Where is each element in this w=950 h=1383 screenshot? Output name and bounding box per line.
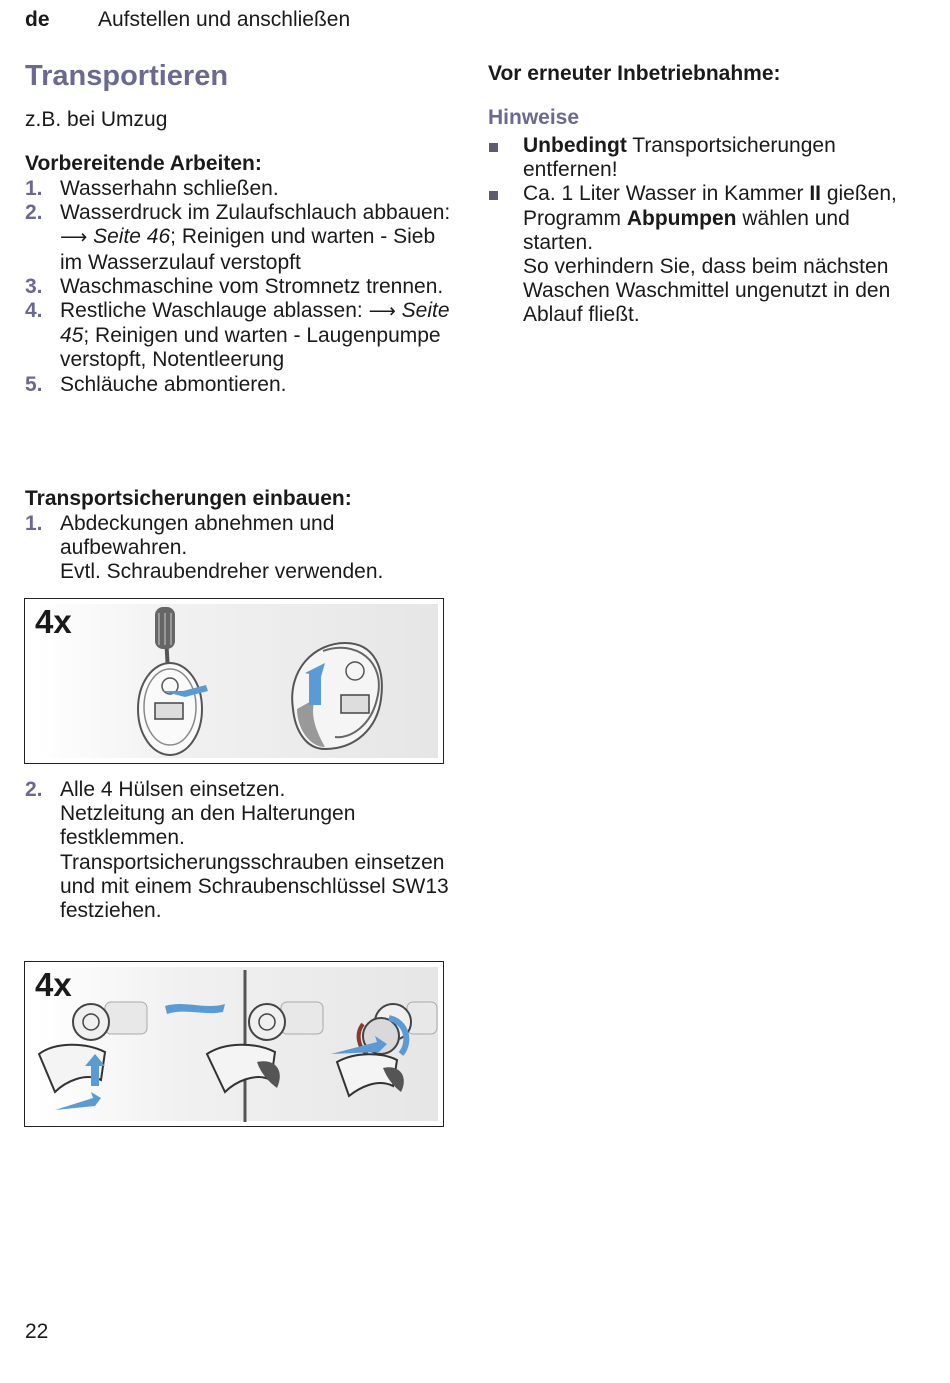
language-code: de bbox=[25, 8, 50, 31]
list-item: 2. Alle 4 Hülsen einsetzen. Netzleitung an den Halterungen festklemmen. Transportsicherungsschrauben einsetzen und mit einem Schraubenschlüssel SW13 festziehen. bbox=[25, 778, 449, 923]
cross-reference-arrow: ⟶ bbox=[368, 301, 396, 323]
list-item: Unbedingt Transportsicherungen entfernen! bbox=[488, 134, 908, 182]
subtitle: z.B. bei Umzug bbox=[25, 108, 168, 131]
notes-list bbox=[488, 134, 908, 328]
sleeve-install-illustration bbox=[25, 962, 445, 1128]
quantity-label: 4x bbox=[35, 603, 72, 640]
page-reference-link[interactable]: Seite 45 bbox=[60, 299, 450, 348]
install-heading: Transportsicherungen einbauen: bbox=[25, 487, 352, 510]
section-title: Aufstellen und anschließen bbox=[98, 8, 351, 31]
list-item: 4. Restliche Waschlauge ablassen: ⟶ Seite 45; Reinigen und warten - Laugenpumpe verstopft, Notentleerung bbox=[25, 299, 450, 372]
recommission-heading: Vor erneuter Inbetriebnahme: bbox=[488, 62, 781, 85]
notes-heading: Hinweise bbox=[488, 106, 580, 129]
list-item: 3. Waschmaschine vom Stromnetz trennen. bbox=[25, 274, 444, 298]
cross-reference-arrow: ⟶ bbox=[60, 227, 88, 249]
list-item: 1. Abdeckungen abnehmen und aufbewahren. Evtl. Schraubendreher verwenden. bbox=[25, 512, 384, 584]
list-item: Ca. 1 Liter Wasser in Kammer II gießen, Programm Abpumpen wählen und starten. So verhindern Sie, dass beim nächsten Waschen Waschmittel ungenutzt in den Ablauf fließt. bbox=[488, 182, 908, 327]
install-step-2 bbox=[25, 778, 455, 923]
page-number: 22 bbox=[25, 1320, 49, 1343]
page-reference-link[interactable]: Seite 46 bbox=[93, 225, 171, 249]
prep-heading: Vorbereitende Arbeiten: bbox=[25, 152, 262, 175]
cover-removal-illustration bbox=[25, 599, 445, 765]
figure-remove-covers bbox=[24, 598, 444, 764]
bullet-icon bbox=[489, 143, 498, 152]
install-step-1 bbox=[25, 512, 455, 585]
prep-steps bbox=[25, 177, 455, 397]
list-item: 2. Wasserdruck im Zulaufschlauch abbauen: ⟶ Seite 46; Reinigen und warten - Sieb im Wasserzulauf verstopft bbox=[25, 201, 451, 274]
list-item: 5. Schläuche abmontieren. bbox=[25, 372, 287, 396]
list-item: 1. Wasserhahn schließen. bbox=[25, 177, 279, 200]
page-title: Transportieren bbox=[25, 60, 229, 92]
bullet-icon bbox=[489, 191, 498, 200]
quantity-label: 4x bbox=[35, 966, 72, 1003]
figure-install-sleeves bbox=[24, 961, 444, 1127]
